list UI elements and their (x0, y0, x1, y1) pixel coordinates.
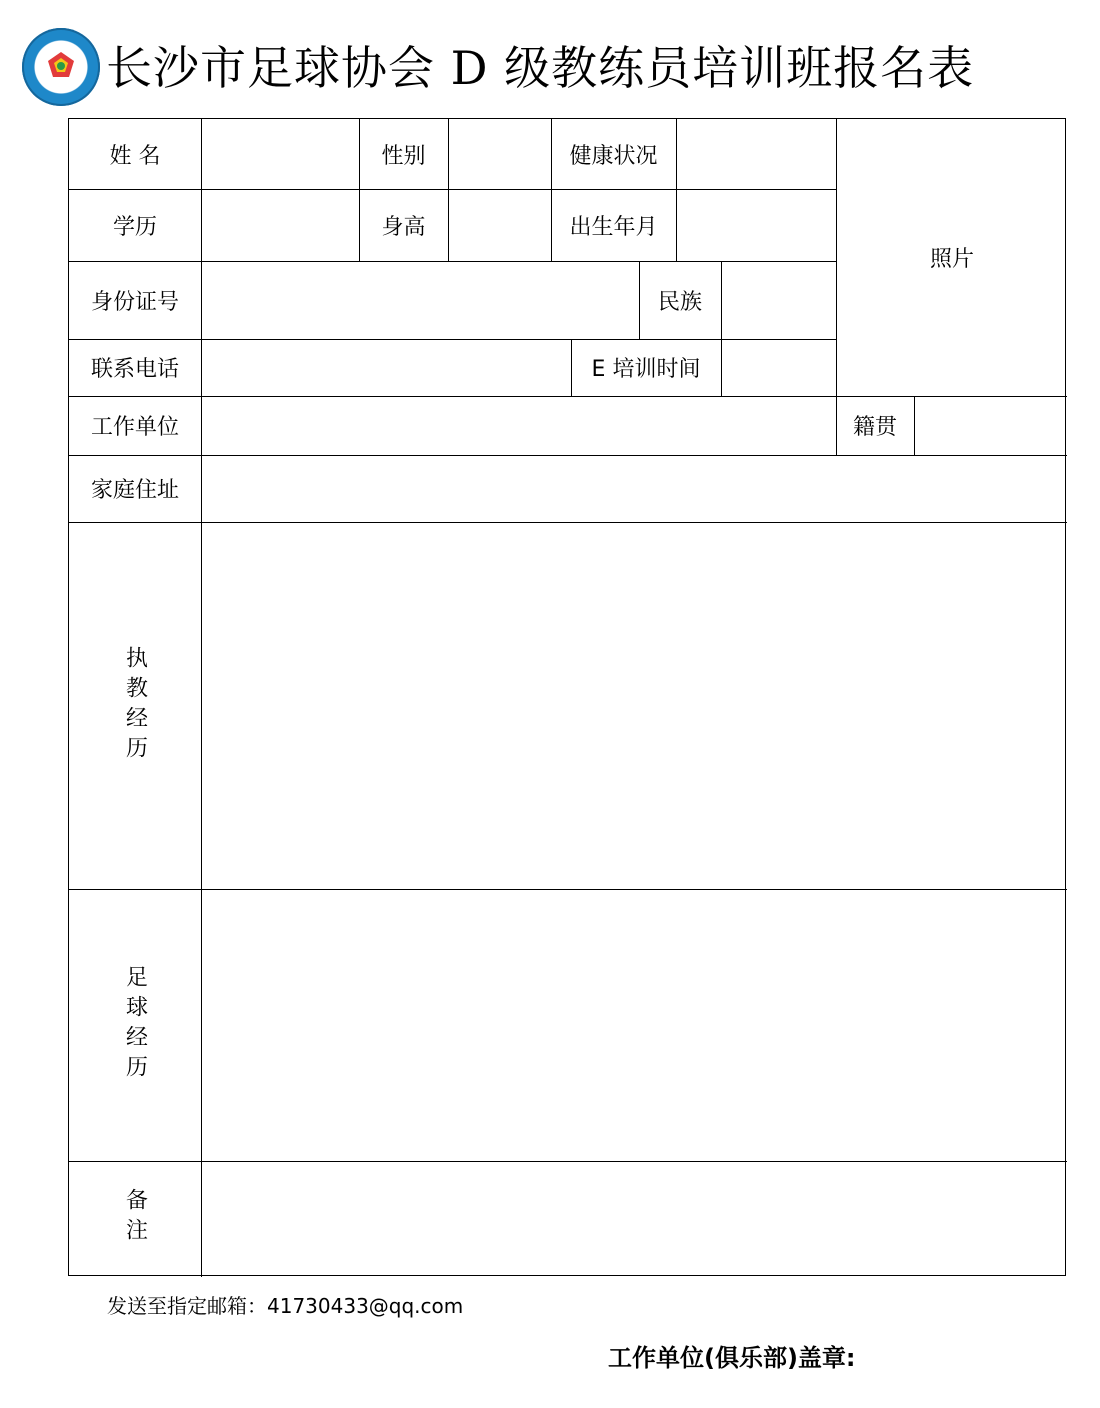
label-training-time: E 培训时间 (591, 357, 701, 382)
address-field[interactable] (202, 455, 1067, 522)
label-name: 姓 名 (109, 143, 161, 169)
association-logo (22, 28, 100, 106)
label-native-place: 籍贯 (852, 415, 897, 440)
label-remarks-cell (69, 1161, 201, 1275)
registration-form-table (68, 118, 1066, 1276)
ethnicity-field[interactable] (722, 261, 836, 339)
label-phone: 联系电话 (90, 357, 179, 382)
label-ethnicity: 民族 (657, 289, 702, 315)
label-birth: 出生年月 (569, 214, 658, 240)
phone-field[interactable] (202, 339, 571, 396)
training-time-field[interactable] (722, 339, 836, 396)
label-remarks: 备注 (122, 1188, 148, 1248)
football-experience-field[interactable] (202, 889, 1067, 1161)
employer-field[interactable] (202, 396, 836, 455)
label-coaching-experience: 执教经历 (122, 645, 148, 766)
label-employer: 工作单位 (90, 415, 179, 440)
email-note: 发送至指定邮箱：41730433@qq.com (107, 1294, 464, 1318)
label-coaching-experience-cell (69, 522, 201, 889)
label-health: 健康状况 (569, 143, 658, 169)
id-number-field[interactable] (202, 261, 639, 339)
height-field[interactable] (449, 189, 551, 261)
coaching-experience-field[interactable] (202, 522, 1067, 889)
name-field[interactable] (202, 119, 359, 189)
native-place-field[interactable] (915, 396, 1067, 455)
label-height: 身高 (381, 214, 426, 240)
label-football-experience-cell (69, 889, 201, 1161)
label-photo: 照片 (929, 247, 974, 272)
label-gender: 性别 (381, 143, 426, 169)
stamp-label: 工作单位(俱乐部)盖章: (608, 1344, 856, 1372)
birth-field[interactable] (677, 189, 836, 261)
label-football-experience: 足球经历 (122, 965, 148, 1085)
label-education: 学历 (112, 214, 157, 240)
label-id-number: 身份证号 (90, 289, 179, 315)
label-address: 家庭住址 (90, 478, 179, 503)
form-title: 长沙市足球协会 D 级教练员培训班报名表 (106, 41, 975, 95)
football-logo-icon (22, 28, 100, 106)
health-field[interactable] (677, 119, 836, 189)
remarks-field[interactable] (202, 1161, 1067, 1275)
education-field[interactable] (202, 189, 359, 261)
gender-field[interactable] (449, 119, 551, 189)
